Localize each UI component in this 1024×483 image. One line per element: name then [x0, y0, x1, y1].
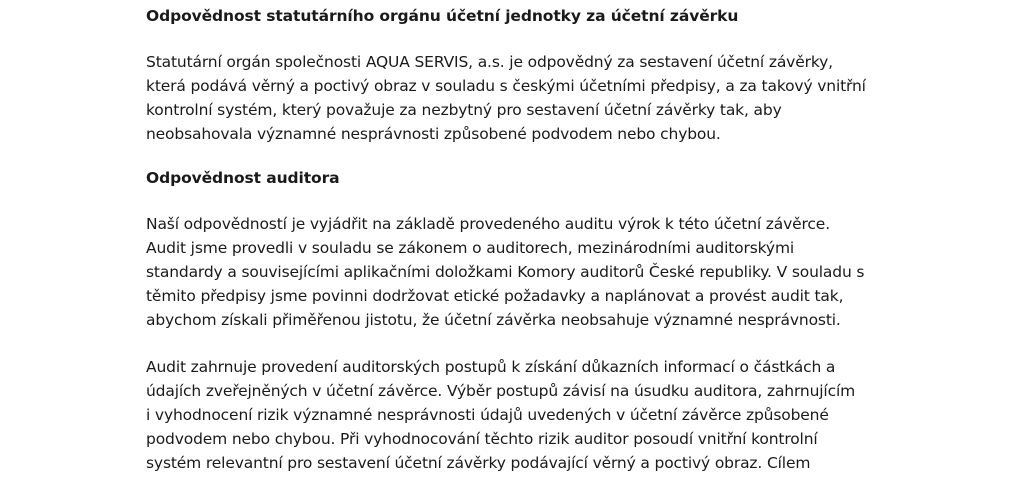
section-heading-auditor-responsibility: Odpovědnost auditora	[146, 169, 340, 187]
text-line: Audit zahrnuje provedení auditorských postupů k získání důkazních informací o částkách a	[146, 358, 836, 376]
text-line: Audit jsme provedli v souladu se zákonem o auditorech, mezinárodními auditorskými	[146, 239, 795, 257]
text-line: Statutární orgán společnosti AQUA SERVIS, a.s. je odpovědný za sestavení účetní závěrky,	[146, 53, 833, 71]
text-line: podvodem nebo chybou. Při vyhodnocování těchto rizik auditor posoudí vnitřní kontrolní	[146, 430, 818, 448]
text-line: těmito předpisy jsme povinni dodržovat etické požadavky a naplánovat a provést audit tak,	[146, 287, 844, 305]
text-line: systém relevantní pro sestavení účetní závěrky podávající věrný a poctivý obraz. Cílem	[146, 454, 811, 472]
text-line: Naší odpovědností je vyjádřit na základě provedeného auditu výrok k této účetní závěrce.	[146, 215, 830, 233]
text-line: údajích zveřejněných v účetní závěrce. Výběr postupů závisí na úsudku auditora, zahrnujícím	[146, 382, 856, 400]
text-line: kontrolní systém, který považuje za nezbytný pro sestavení účetní závěrky tak, aby	[146, 101, 782, 119]
text-line: standardy a souvisejícími aplikačními doložkami Komory auditorů České republiky. V souladu s	[146, 263, 865, 281]
text-line: která podává věrný a poctivý obraz v souladu s českými účetními předpisy, a za takový vnitřní	[146, 77, 866, 95]
text-line: neobsahovala významné nesprávnosti způsobené podvodem nebo chybou.	[146, 125, 721, 143]
section-heading-statutory-responsibility: Odpovědnost statutárního orgánu účetní jednotky za účetní závěrku	[146, 7, 739, 25]
paragraph-statutory-responsibility	[146, 50, 906, 146]
text-line: i vyhodnocení rizik významné nesprávnosti údajů uvedených v účetní závěrce způsobené	[146, 406, 829, 424]
document-page	[146, 0, 906, 475]
paragraph-audit-procedures	[146, 355, 906, 475]
paragraph-auditor-responsibility	[146, 212, 906, 332]
text-line: abychom získali přiměřenou jistotu, že účetní závěrka neobsahuje významné nesprávnosti.	[146, 311, 841, 329]
